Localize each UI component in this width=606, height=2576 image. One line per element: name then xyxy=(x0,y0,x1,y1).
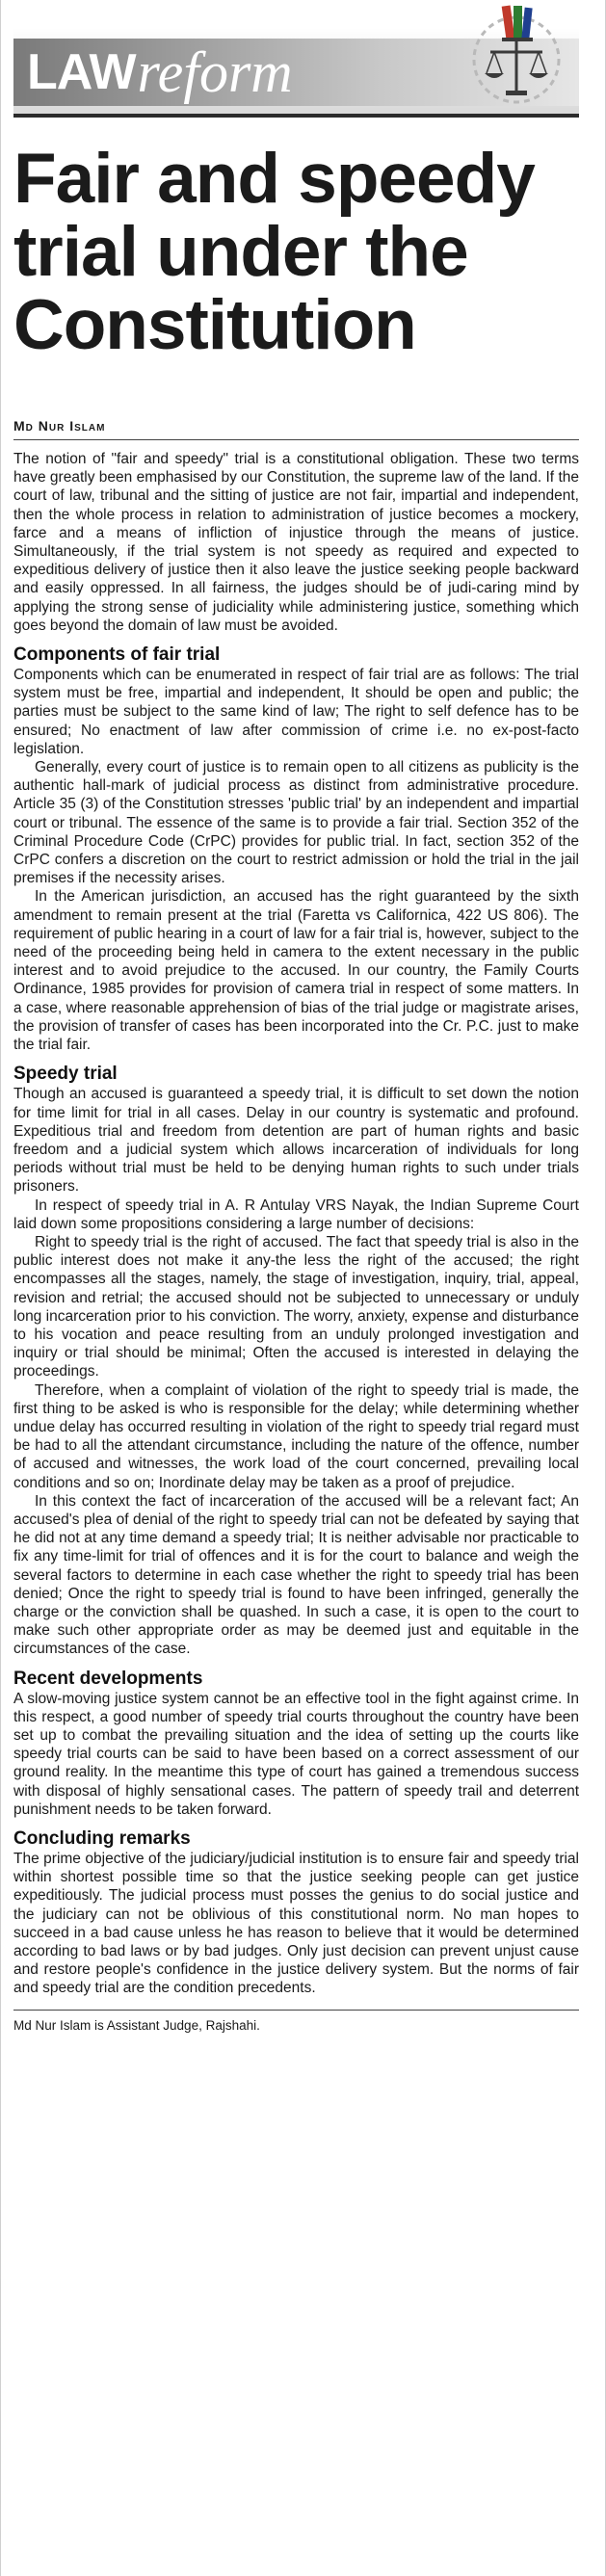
author-note: Md Nur Islam is Assistant Judge, Rajshahi. xyxy=(13,2017,260,2033)
article-headline: Fair and speedy trial under the Constitution xyxy=(13,140,535,364)
section-title-suffix: reform xyxy=(137,39,293,104)
section-masthead xyxy=(13,0,579,114)
scales-of-justice-with-books-icon xyxy=(463,2,569,108)
body-paragraph: In the American jurisdiction, an accused has the right guaranteed by the sixth amendment to remain present at the trial (Faretta vs Californica, 422 US 806). The requirement of public hearing in a court of law for a fair trial is, however, subject to the need of the proceeding being held in camera to the extent necessary in the public interest and to avoid prejudice to the accused. In our country, the Family Courts Ordinance, 1985 provides for provision of camera trial in respect of some matters. In a case, where reasonable apprehension of bias of the trial judge or magistrate arises, the provision of transfer of cases has been incorporated into the Cr. P.C. just to make the trial fair. xyxy=(13,888,579,1054)
body-paragraph: Right to speedy trial is the right of accused. The fact that speedy trial is also in the public interest does not make it any-the less the right of the accused; the right encompasses all the stages, namely, the stage of investigation, inquiry, trial, appeal, revision and retrial; the accused should not be subjected to unnecessary or unduly long incarceration prior to his conviction. The worry, anxiety, expense and disturbance to his vocation and peace resulting from an unduly prolonged investigation and inquiry or trial should be minimal; Often the accused is interested in delaying the proceedings. xyxy=(13,1233,579,1380)
section-heading-fair-trial: Components of fair trial xyxy=(13,644,221,666)
article-page xyxy=(13,0,579,2033)
body-paragraph: Therefore, when a complaint of violation of the right to speedy trial is made, the first thing to be asked is who is responsible for the delay; while determining whether undue delay has occurred resulting in violation of the right to speedy trial regard must be had to all the attendant circumstance, including the nature of the offence, number of accused and witnesses, the work load of the court concerned, prevailing local conditions and so on; Inordinate delay may be taken as a proof of prejudice. xyxy=(13,1381,579,1491)
masthead-rule xyxy=(13,114,579,118)
byline-divider xyxy=(13,439,579,440)
body-paragraph: A slow-moving justice system cannot be an effective tool in the fight against crime. In this respect, a good number of speedy trial courts throughout the country have been set up to combat the prevailing situation and the idea of setting up the courts like speedy trial courts can be said to have been based on a correct assessment of our ground reality. In the meantime this type of court has gained a tremendous success with disposal of highly sensational cases. The pattern of speedy trail and deterrent punishment needs to be taken forward. xyxy=(13,1690,579,1818)
body-paragraph: Generally, every court of justice is to remain open to all citizens as publicity is the authentic hall-mark of judicial process as distinct from administrative procedure. Article 35 (3) of the Constitution stresses 'public trial' by an independent and impartial court or tribunal. The essence of the same is to provide a fair trial. Section 352 of the Criminal Procedure Code (CrPC) provides for public trial. In fact, section 352 of the CrPC confers a discretion on the court to restrict admission or hold the trial in the jail premises if the necessity arises. xyxy=(13,759,579,887)
body-paragraph: In respect of speedy trial in A. R Antulay VRS Nayak, the Indian Supreme Court laid down some propositions considering a large number of decisions: xyxy=(13,1196,579,1232)
article-byline: Md Nur Islam xyxy=(13,418,106,434)
section-title-prefix: LAW xyxy=(27,44,136,100)
body-paragraph: Components which can be enumerated in respect of fair trial are as follows: The trial system must be free, impartial and independent, It should be open and public; the parties must be subject to the same kind of law; The right to self defence has to be ensured; No enactment of law after commission of crime i.e. no ex-post-facto legislation. xyxy=(13,667,579,757)
article-body xyxy=(13,450,579,1998)
footer-divider xyxy=(13,2010,579,2011)
section-title xyxy=(27,39,293,106)
page-left-border xyxy=(0,0,1,2576)
section-heading-recent-developments: Recent developments xyxy=(13,1668,203,1689)
body-paragraph: Though an accused is guaranteed a speedy trial, it is difficult to set down the notion for time limit for trial in all cases. Delay in our country is systematic and profound. Expeditious trial and freedom from detention are part of human rights and basic freedom and a judicial system which allows incarceration of individuals for long periods without trial must be held to be denying human rights to such under trials prisoners. xyxy=(13,1086,579,1196)
section-heading-speedy-trial: Speedy trial xyxy=(13,1064,118,1085)
body-paragraph: In this context the fact of incarceration of the accused will be a relevant fact; An accused's plea of denial of the right to speedy trial can not be defeated by saying that he did not at any time demand a speedy trial; It is neither advisable nor practicable to fix any time-limit for trial of offences and it is for the court to balance and weigh the several factors to determine in each case whether the right to speedy trial has been denied; Once the right to speedy trial is found to have been infringed, generally the charge or the conviction shall be quashed. In such a case, it is open to the court to make such other appropriate order as may be deemed just and equitable in the circumstances of the case. xyxy=(13,1492,579,1658)
body-paragraph: The prime objective of the judiciary/judicial institution is to ensure fair and speedy trial within shortest possible time so that the justice seeking people can get justice expeditiously. The judicial process must posses the genius to do social justice and the judiciary can not be oblivious of this constitutional norm. No man hopes to succeed in a bad cause unless he has reason to believe that it would be determined according to bad laws or by bad judges. Only just decision can prevent unjust cause and restore people's confidence in the justice delivery system. But the norms of fair and speedy trial are the condition precedents. xyxy=(13,1851,579,1997)
intro-paragraph: The notion of "fair and speedy" trial is a constitutional obligation. These two terms have greatly been emphasised by our Constitution, the supreme law of the land. If the court of law, tribunal and the sitting of justice are not fair, impartial and independent, then the whole process in relation to administration of justice becomes a mockery, farce and a means of infliction of injustice through the means of justice. Simultaneously, if the trial system is not speedy as required and expected to expeditious delivery of justice then it also leave the justice seeking people backward and easily oppressed. In all fairness, the judges should be of judi-caring mind by applying the strong sense of judiciality while administering justice, something which goes beyond the domain of law must be avoided. xyxy=(13,451,579,634)
section-heading-concluding-remarks: Concluding remarks xyxy=(13,1828,191,1850)
